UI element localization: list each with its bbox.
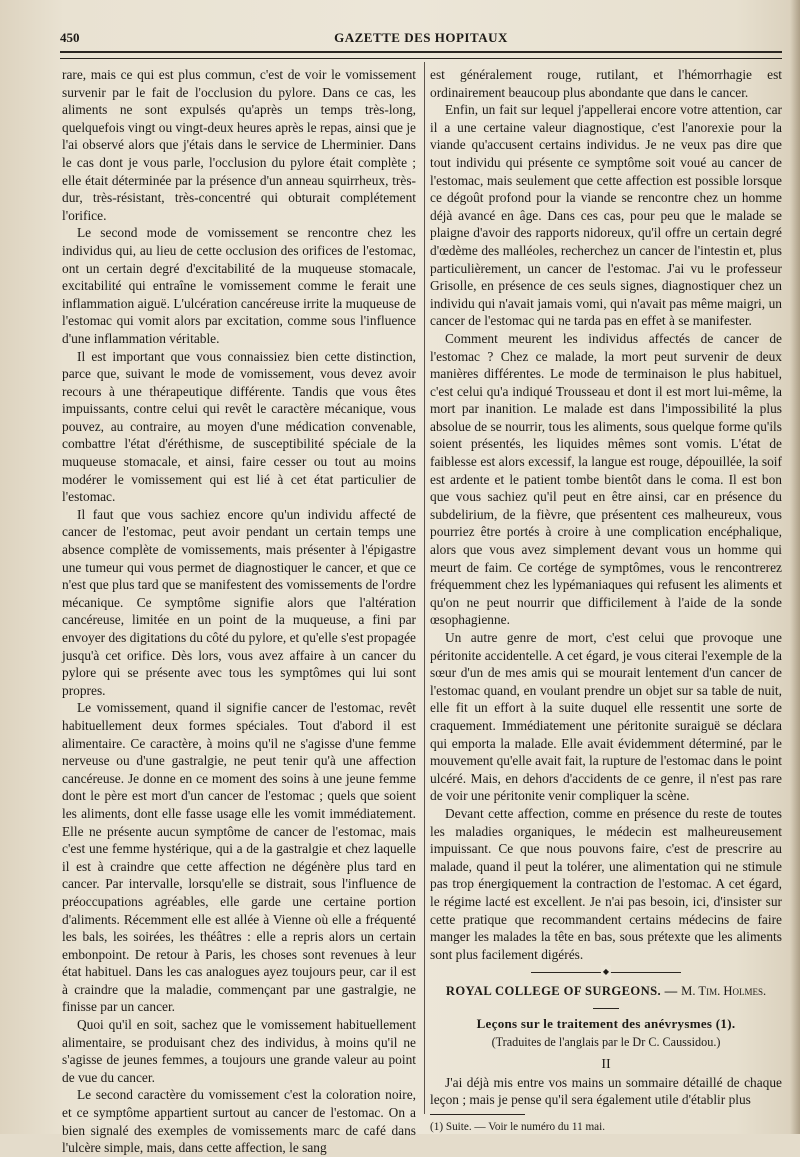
paragraph: Il est important que vous connaissiez bien cette distinction, parce que, suivant le mode de vomissement, vous devez avoir recours à une thérapeutique différente. Tandis que vous êtes impuissants, contre celui qui revêt le caractère mécanique, vous pouvez, au contraire, au moyen d'une médication convenable, combattre l'état d'éréthisme, de susceptibilité spéciale de la muqueuse stomacale, et ainsi, faire cesser ou tout au moins modérer le vomissement qui est lié à cet état particulier de l'estomac. (62, 348, 416, 505)
section-separator (531, 972, 681, 973)
footnote-rule (430, 1114, 525, 1115)
journal-title: GAZETTE DES HOPITAUX (334, 30, 508, 45)
page-header (60, 30, 782, 50)
lesson-title: Leçons sur le traitement des anévrysmes (1). (476, 1015, 736, 1031)
translator-note: (Traduites de l'anglais par le Dr C. Caussidou.) (491, 1035, 721, 1050)
footnote: (1) Suite. — Voir le numéro du 11 mai. (430, 1120, 606, 1133)
page-number: 450 (60, 30, 80, 45)
column-divider (424, 62, 425, 1114)
page-edge-shadow (790, 0, 800, 1134)
paragraph: Un autre genre de mort, c'est celui que provoque une péritonite accidentelle. A cet égard, je vous citerai l'exemple de la sœur d'un de mes amis qui se mourait lentement d'un cancer de l'estomac quand, en voulant prendre un objet sur sa table de nuit, elle fit un effort à la suite duquel elle ressentit une sorte de craquement. Immédiatement une péritonite suraiguë se déclara qui emporta la malade. Elle avait évidemment déterminé, par le mouvement qu'elle avait fait, la rupture de l'estomac dans le point ulcéré. Mais, en dehors d'accidents de ce genre, il n'est pas rare de voir une péritonite venir compliquer la scène. (430, 630, 782, 804)
left-column (62, 66, 416, 1157)
section-heading-author: M. Tim. Holmes. (681, 984, 767, 999)
paragraph: Le second mode de vomissement se rencontre chez les individus qui, au lieu de cette occlusion des orifices de l'estomac, ont un certain degré d'excitabilité de la muqueuse stomacale, excitabilité qui entraîne le vomissement comme le ferait une inflammation aiguë. L'ulcération cancéreuse irrite la muqueuse de l'estomac qui vomit alors par excitation, comme sous l'influence d'une inflammation véritable. (62, 225, 416, 346)
short-rule (593, 1008, 619, 1009)
paragraph: Quoi qu'il en soit, sachez que le vomissement habituellement alimentaire, se produisant chez des individus, à moins qu'il ne s'agisse de jeunes femmes, a toujours une grande valeur au point de vue du cancer. (62, 1017, 416, 1085)
right-column (430, 66, 782, 1134)
lesson-number: II (601, 1057, 611, 1073)
paragraph: Le vomissement, quand il signifie cancer de l'estomac, revêt habituellement deux formes spéciales. Tout d'abord il est alimentaire. Ce caractère, à moins qu'il ne s'agisse d'une femme nerveuse ou d'une gastralgie, ne peut tenir qu'à une affection cancéreuse. Je donne en ce moment des soins à une jeune femme dont le père est mort d'un cancer de l'estomac ; quels que soient les aliments, dont elle fasse usage elle les vomit immédiatement. Elle ne présente aucun symptôme de cancer de l'estomac, mais c'est une femme hystérique, qui a de la gastralgie et chez laquelle il est à craindre que cette affection ne dégénère plus tard en cancer. Par intervalle, lorsqu'elle se distrait, sous l'influence de préoccupations agréables, elle garde une certaine portion d'aliments. Récemment elle est allée à Vienne où elle a fréquenté les bals, les soirées, les théâtres : elle a repris alors un certain embonpoint. De retour à Paris, les choses sont revenues à leur état habituel. Dans les cas analogues ayez toujours peur, car il est à craindre que la maladie, commençant par une gastralgie, ne finisse par un cancer. (62, 700, 416, 1015)
paragraph: Enfin, un fait sur lequel j'appellerai encore votre attention, car il a une certaine valeur diagnostique, c'est l'anorexie pour la viande qu'accusent certains individus. Je ne veux pas dire que tout individu qui présente ce symptôme soit voué au cancer de l'estomac, mais seulement que cette affection est possible lorsque ce dégoût profond pour la viande se rencontre chez un homme déjà avancé en âge. Dans ces cas, pour peu que le malade se plaigne d'avoir des rapports nidoreux, qu'il offre un certain degré d'œdème des malléoles, recherchez un cancer de l'intestin et, plus particulièrement, un cancer de l'estomac. J'ai vu le professeur Grisolle, en présence de ces seuls signes, diagnostiquer chez un individu qui n'avait jamais vomi, qui n'avait pas même maigri, un cancer de l'estomac qui ne tarda pas en effet à se manifester. (430, 102, 782, 329)
paragraph: Comment meurent les individus affectés de cancer de l'estomac ? Chez ce malade, la mort peut survenir de deux manières différentes. Le mode de terminaison le plus habituel, c'est celui qu'a indiqué Trousseau et dont il est mort lui-même, la mort par inanition. Le malade est dans l'impossibilité la plus absolue de se nourrir, tous les aliments, sous quelque forme qu'ils soient présentés, les liquides mêmes sont vomis. L'état de faiblesse est alors excessif, la langue est rouge, dépouillée, la soif est ardente et le patient tombe bientôt dans le coma. Il est bon que vous sachiez qu'il peut en être ainsi, car en présence du subdelirium, de la fièvre, que présentent ces malheureux, vous pourriez être portés à croire à une complication encéphalique, alors que vous avez simplement devant vous un homme qui meurt de faim. Ce cortége de symptômes, vous le rencontrerez fréquemment chez les lypémaniaques qui refusent les aliments et qu'on ne peut nourrir que difficilement à l'aide de la sonde œsophagienne. (430, 330, 782, 628)
paragraph: Le second caractère du vomissement c'est la coloration noire, et ce symptôme appartient surtout au cancer de l'estomac. On a bien signalé des exemples de vomissements marc de café dans l'ulcère simple, mais, dans cette affection, le sang (62, 1087, 416, 1156)
section-heading (430, 983, 782, 1001)
paragraph: rare, mais ce qui est plus commun, c'est de voir le vomissement survenir par le fait de l'occlusion du pylore. Dans ce cas, les aliments ne sont expulsés qu'après un temps très-long, quelquefois vingt ou vingt-deux heures après le repas, ainsi que je l'ai observé alors que j'étais dans le service de Lherminier. Dans le cas dont je vous parle, l'occlusion du pylore était complète ; elle était déterminée par la présence d'un anneau squirrheux, très-dur, très-résistant, très-concentré qui obturait complétement l'orifice. (62, 67, 416, 223)
section-heading-title: ROYAL COLLEGE OF SURGEONS. — (445, 984, 678, 999)
paragraph: J'ai déjà mis entre vos mains un sommaire détaillé de chaque leçon ; mais je pense qu'il sera également utile d'établir plus (430, 1074, 782, 1108)
paragraph: est généralement rouge, rutilant, et l'hémorrhagie est ordinairement beaucoup plus abondante que dans le cancer. (430, 67, 782, 100)
paragraph: Il faut que vous sachiez encore qu'un individu affecté de cancer de l'estomac, peut avoir pendant un certain temps une absence complète de vomissements, mais présenter à l'épigastre une tumeur qui vous permet de diagnostiquer le cancer, et que ce n'est que plus tard que se manifestent des vomissements de l'ordre mécanique. Ce symptôme signifie alors que l'altération cancéreuse, limitée en un point de la muqueuse, a fini par envoyer des digitations du côté du pylore, et qu'elle s'est propagée jusqu'à cet orifice. Dès lors, vous avez affaire à un cancer du pylore qui se présente avec tous les symptômes qui lui sont propres. (62, 506, 416, 698)
paragraph: Devant cette affection, comme en présence du reste de toutes les maladies organiques, le médecin est malheureusement impuissant. Ce que nous pouvons faire, c'est de prescrire au malade, quand il peut la tolérer, une alimentation qui ne stimule pas trop énergiquement la contraction de l'estomac. A cet égard, le régime lacté est excellent. Je n'ai pas besoin, ici, d'insister sur cette pratique que recommandent certains médecins de faire manger les malades la tête en bas, sous prétexte que les aliments sont plus facilement digérés. (430, 805, 782, 962)
header-rule (60, 51, 782, 59)
